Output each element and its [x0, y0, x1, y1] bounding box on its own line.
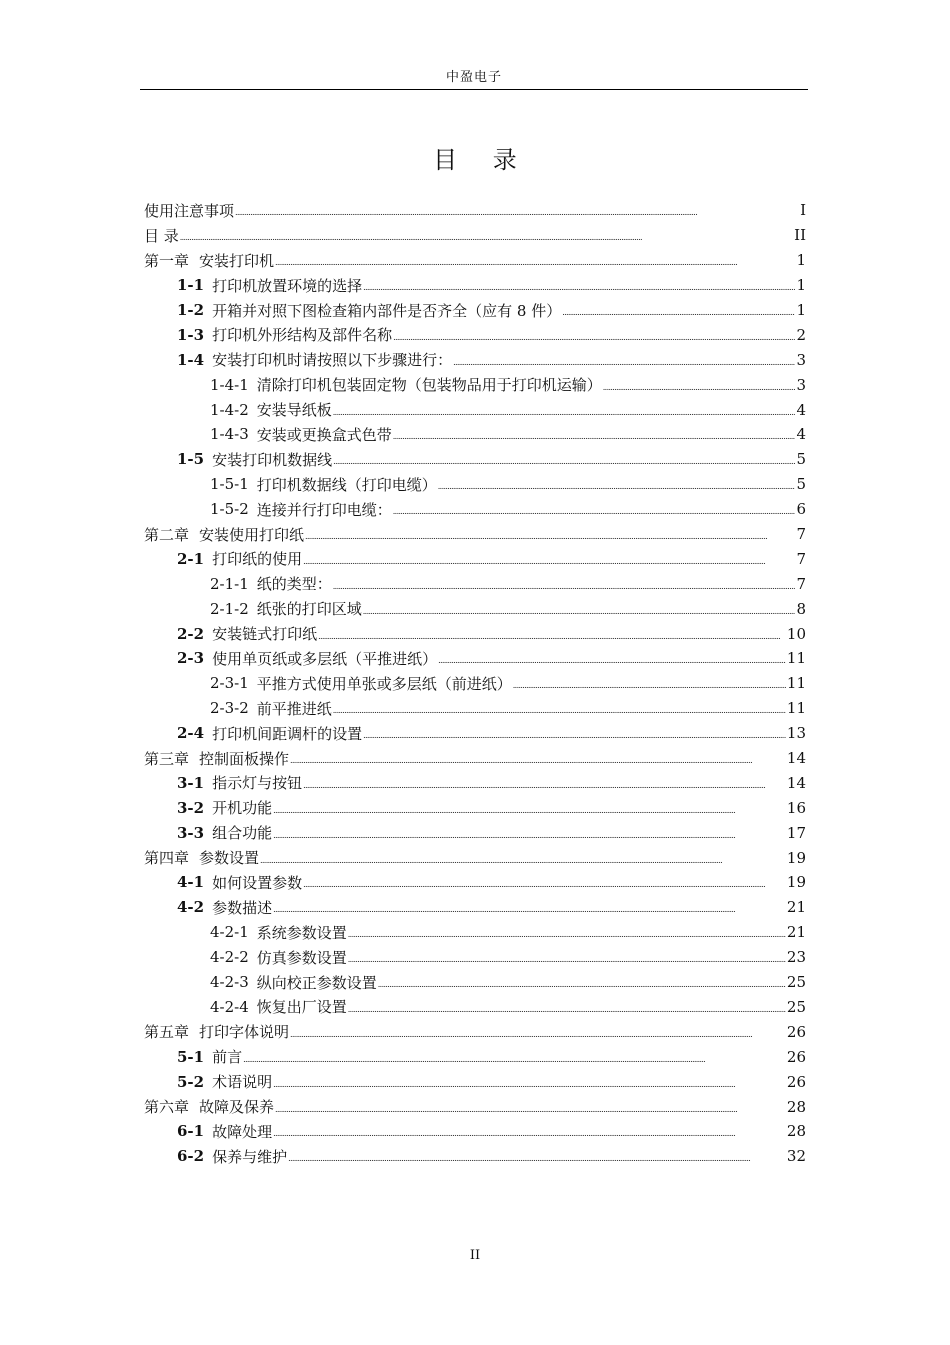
toc-entry-number: 第六章: [144, 1098, 190, 1116]
toc-entry[interactable]: [144, 721, 806, 746]
toc-entry-number: 3-3: [177, 823, 205, 842]
dot-leader: [348, 928, 786, 942]
toc-entry-title: 目 录: [144, 226, 179, 245]
toc-entry-number: 1-5: [177, 450, 205, 469]
running-header: 中盈电子: [445, 70, 502, 85]
dot-leader: [273, 903, 786, 917]
dot-leader: [513, 679, 786, 693]
dot-leader: [303, 555, 795, 569]
toc-entry-page: 7: [796, 574, 806, 593]
toc-entry-title: 术语说明: [212, 1073, 273, 1092]
toc-entry-number: 2-3-1: [210, 674, 249, 693]
toc-entry-page: 11: [786, 699, 806, 718]
dot-leader: [363, 605, 796, 619]
toc-entry-title: 仿真参数设置: [256, 948, 347, 967]
dot-leader: [348, 953, 786, 967]
toc-entry[interactable]: [144, 397, 806, 422]
toc-entry[interactable]: [144, 372, 806, 397]
toc-entry-number: 1-5-2: [210, 500, 249, 519]
toc-entry[interactable]: [144, 347, 806, 372]
toc-entry-title: 安装或更换盒式色带: [256, 425, 392, 444]
toc-entry-number: 第五章: [144, 1023, 190, 1042]
toc-entry-title: 打印机放置环境的选择: [212, 276, 363, 295]
toc-entry[interactable]: [144, 970, 806, 995]
toc-entry-page: 3: [796, 350, 806, 369]
toc-entry-title: 指示灯与按钮: [212, 774, 303, 793]
toc-entry-title: 安装使用打印纸: [199, 525, 305, 544]
toc-entry[interactable]: [144, 223, 806, 248]
dot-leader: [273, 1078, 786, 1092]
dot-leader: [333, 406, 796, 420]
toc-entry-title: 开机功能: [212, 799, 273, 818]
header-rule: [140, 89, 808, 90]
toc-entry-page: 11: [786, 649, 806, 668]
toc-entry[interactable]: [144, 1069, 806, 1094]
toc-entry-title: 故障处理: [212, 1122, 273, 1141]
dot-leader: [603, 381, 796, 395]
toc-entry[interactable]: [144, 596, 806, 621]
toc-entry-number: 2-3-2: [210, 699, 249, 718]
dot-leader: [333, 455, 795, 469]
toc-entry-title: 纵向校正参数设置: [256, 973, 377, 992]
toc-entry-page: 2: [796, 325, 806, 344]
toc-entry-number: 3-2: [177, 798, 205, 817]
dot-leader: [273, 804, 786, 818]
toc-entry-number: 1-4: [177, 350, 205, 369]
toc-entry-page: 26: [786, 1022, 806, 1041]
toc-entry-number: 2-1: [177, 549, 205, 568]
toc-entry-number: 1-2: [177, 301, 205, 319]
toc-entry-page: II: [794, 226, 806, 245]
page-title: 目 录: [433, 146, 531, 174]
toc-entry[interactable]: [144, 322, 806, 347]
toc-entry-page: 13: [786, 724, 806, 743]
dot-leader: [288, 1152, 786, 1166]
toc-entry-title: 安装导纸板: [256, 401, 332, 420]
toc-entry-number: 4-2-4: [210, 997, 249, 1016]
toc-entry-title: 纸张的打印区域: [256, 600, 362, 619]
dot-leader: [378, 978, 786, 992]
toc-entry-number: 第一章: [144, 251, 190, 270]
dot-leader: [260, 854, 786, 868]
toc-entry-title: 安装打印机: [199, 251, 275, 270]
toc-entry-title: 前言: [212, 1048, 243, 1067]
toc-entry-title: 打印机间距调杆的设置: [212, 724, 363, 743]
toc-entry-page: 1: [796, 251, 806, 270]
toc-entry[interactable]: [144, 795, 806, 820]
toc-entry-number: 4-2-2: [210, 948, 249, 967]
toc-entry-page: 1: [796, 301, 806, 319]
toc-entry-number: 1-3: [177, 325, 205, 344]
toc-entry-page: 7: [796, 549, 806, 568]
dot-leader: [333, 580, 796, 594]
toc-entry-page: 23: [786, 948, 806, 967]
toc-entry-number: 1-4-2: [210, 400, 249, 419]
toc-entry[interactable]: [144, 1094, 806, 1119]
dot-leader: [180, 231, 793, 245]
dot-leader: [363, 281, 795, 295]
dot-leader: [393, 430, 796, 444]
toc-entry[interactable]: [144, 671, 806, 696]
toc-entry-page: 4: [796, 400, 806, 419]
dot-leader: [333, 704, 786, 718]
toc-entry-page: 10: [786, 624, 806, 643]
toc-entry-page: 14: [786, 773, 806, 792]
toc-entry-title: 安装链式打印纸: [212, 625, 318, 644]
toc-entry-title: 参数设置: [199, 849, 260, 868]
page-number: II: [469, 1248, 481, 1263]
toc-entry[interactable]: [144, 273, 806, 298]
toc-entry[interactable]: [144, 497, 806, 522]
toc-entry-page: 17: [786, 823, 806, 842]
toc-entry-title: 安装打印机时请按照以下步骤进行：: [212, 351, 453, 370]
toc-entry[interactable]: [144, 1119, 806, 1144]
toc-entry[interactable]: [144, 845, 806, 870]
toc-entry-page: 6: [796, 500, 806, 519]
toc-entry-page: 1: [796, 276, 806, 295]
dot-leader: [438, 480, 796, 494]
dot-leader: [318, 630, 786, 644]
toc-entry-page: 11: [786, 674, 806, 693]
toc-entry[interactable]: [144, 198, 806, 223]
toc-entry-number: 5-2: [177, 1072, 205, 1091]
toc-entry-page: 26: [786, 1072, 806, 1091]
table-of-contents: [144, 198, 806, 1169]
dot-leader: [393, 331, 795, 345]
toc-entry[interactable]: [144, 820, 806, 845]
toc-entry-page: 4: [796, 425, 806, 444]
toc-entry-page: 16: [786, 798, 806, 817]
toc-entry-number: 6-2: [177, 1147, 205, 1166]
dot-leader: [393, 505, 796, 519]
toc-entry[interactable]: [144, 1044, 806, 1069]
toc-entry-page: 7: [796, 525, 806, 544]
toc-entry-number: 4-2-1: [210, 923, 249, 942]
toc-entry-number: 4-1: [177, 873, 205, 892]
toc-entry-title: 使用注意事项: [144, 201, 235, 220]
toc-entry[interactable]: [144, 995, 806, 1020]
toc-entry-title: 平推方式使用单张或多层纸（前进纸）: [256, 674, 512, 693]
toc-entry-title: 开箱并对照下图检查箱内部件是否齐全（应有 8 件）: [212, 301, 562, 320]
toc-entry-page: 32: [786, 1147, 806, 1166]
toc-entry-page: 26: [786, 1047, 806, 1066]
toc-entry-number: 第四章: [144, 849, 190, 868]
toc-entry[interactable]: [144, 522, 806, 547]
toc-entry[interactable]: [144, 571, 806, 596]
toc-entry-title: 打印机外形结构及部件名称: [212, 326, 393, 345]
toc-entry-number: 第三章: [144, 749, 190, 768]
dot-leader: [273, 829, 786, 843]
toc-entry-number: 5-1: [177, 1047, 205, 1066]
toc-entry[interactable]: [144, 298, 806, 323]
toc-entry-number: 2-1-2: [210, 599, 249, 618]
toc-entry-page: 8: [796, 599, 806, 618]
dot-leader: [303, 878, 786, 892]
toc-entry-title: 连接并行打印电缆：: [256, 500, 392, 519]
dot-leader: [348, 1003, 786, 1017]
toc-entry-number: 6-1: [177, 1122, 205, 1141]
toc-entry-title: 前平推进纸: [256, 699, 332, 718]
dot-leader: [305, 530, 795, 544]
toc-entry-title: 系统参数设置: [256, 923, 347, 942]
toc-entry[interactable]: [144, 422, 806, 447]
toc-entry-number: 3-1: [177, 773, 205, 792]
toc-entry[interactable]: [144, 945, 806, 970]
toc-entry-page: 28: [786, 1097, 806, 1116]
toc-entry-title: 组合功能: [212, 824, 273, 843]
toc-entry-number: 1-4-3: [210, 425, 249, 444]
toc-entry-number: 1-4-1: [210, 375, 249, 394]
toc-entry-page: 25: [786, 973, 806, 992]
dot-leader: [273, 1127, 786, 1141]
toc-entry[interactable]: [144, 546, 806, 571]
toc-entry-number: 1-1: [177, 276, 205, 295]
toc-entry-number: 4-2-3: [210, 973, 249, 992]
toc-entry-page: 3: [796, 375, 806, 394]
toc-entry-title: 安装打印机数据线: [212, 450, 333, 469]
toc-entry[interactable]: [144, 870, 806, 895]
toc-entry-number: 1-5-1: [210, 475, 249, 494]
dot-leader: [275, 1103, 786, 1117]
toc-entry-number: 2-2: [177, 624, 205, 643]
dot-leader: [562, 306, 795, 320]
toc-entry-page: 19: [786, 848, 806, 867]
toc-entry[interactable]: [144, 895, 806, 920]
toc-entry-title: 纸的类型：: [256, 575, 332, 594]
toc-entry[interactable]: [144, 696, 806, 721]
dot-leader: [290, 754, 786, 768]
toc-entry-number: 2-3: [177, 649, 205, 668]
toc-entry-page: 25: [786, 997, 806, 1016]
toc-entry-title: 控制面板操作: [199, 749, 290, 768]
toc-entry-title: 清除打印机包装固定物（包装物品用于打印机运输）: [256, 376, 602, 395]
toc-entry-page: 21: [786, 923, 806, 942]
toc-entry-page: 5: [796, 450, 806, 469]
toc-entry-title: 打印字体说明: [199, 1023, 290, 1042]
toc-entry-page: 21: [786, 898, 806, 917]
dot-leader: [290, 1028, 786, 1042]
toc-entry[interactable]: [144, 770, 806, 795]
toc-entry[interactable]: [144, 621, 806, 646]
toc-entry-number: 2-4: [177, 724, 205, 743]
toc-entry[interactable]: [144, 1144, 806, 1169]
toc-entry-page: I: [800, 201, 806, 220]
toc-entry-number: 2-1-1: [210, 574, 249, 593]
toc-entry-title: 如何设置参数: [212, 873, 303, 892]
toc-entry-number: 第二章: [144, 525, 190, 544]
toc-entry-title: 打印机数据线（打印电缆）: [256, 475, 437, 494]
dot-leader: [235, 206, 799, 220]
toc-entry-page: 28: [786, 1122, 806, 1141]
dot-leader: [363, 729, 786, 743]
dot-leader: [438, 654, 786, 668]
toc-entry-page: 14: [786, 749, 806, 768]
toc-entry[interactable]: [144, 447, 806, 472]
toc-entry-title: 打印纸的使用: [212, 550, 303, 569]
dot-leader: [453, 356, 795, 370]
dot-leader: [303, 779, 786, 793]
toc-entry-title: 故障及保养: [199, 1098, 275, 1116]
toc-entry-title: 恢复出厂设置: [256, 998, 347, 1017]
toc-entry-page: 19: [786, 873, 806, 892]
toc-entry-title: 使用单页纸或多层纸（平推进纸）: [212, 649, 438, 668]
dot-leader: [243, 1053, 786, 1067]
toc-entry[interactable]: [144, 248, 806, 273]
toc-entry[interactable]: [144, 746, 806, 771]
toc-entry-title: 保养与维护: [212, 1147, 288, 1166]
toc-entry-title: 参数描述: [212, 898, 273, 917]
toc-entry-page: 5: [796, 475, 806, 494]
toc-entry[interactable]: [144, 920, 806, 945]
dot-leader: [275, 256, 795, 270]
toc-entry[interactable]: [144, 1019, 806, 1044]
toc-entry[interactable]: [144, 646, 806, 671]
toc-entry-number: 4-2: [177, 898, 205, 917]
toc-entry[interactable]: [144, 472, 806, 497]
